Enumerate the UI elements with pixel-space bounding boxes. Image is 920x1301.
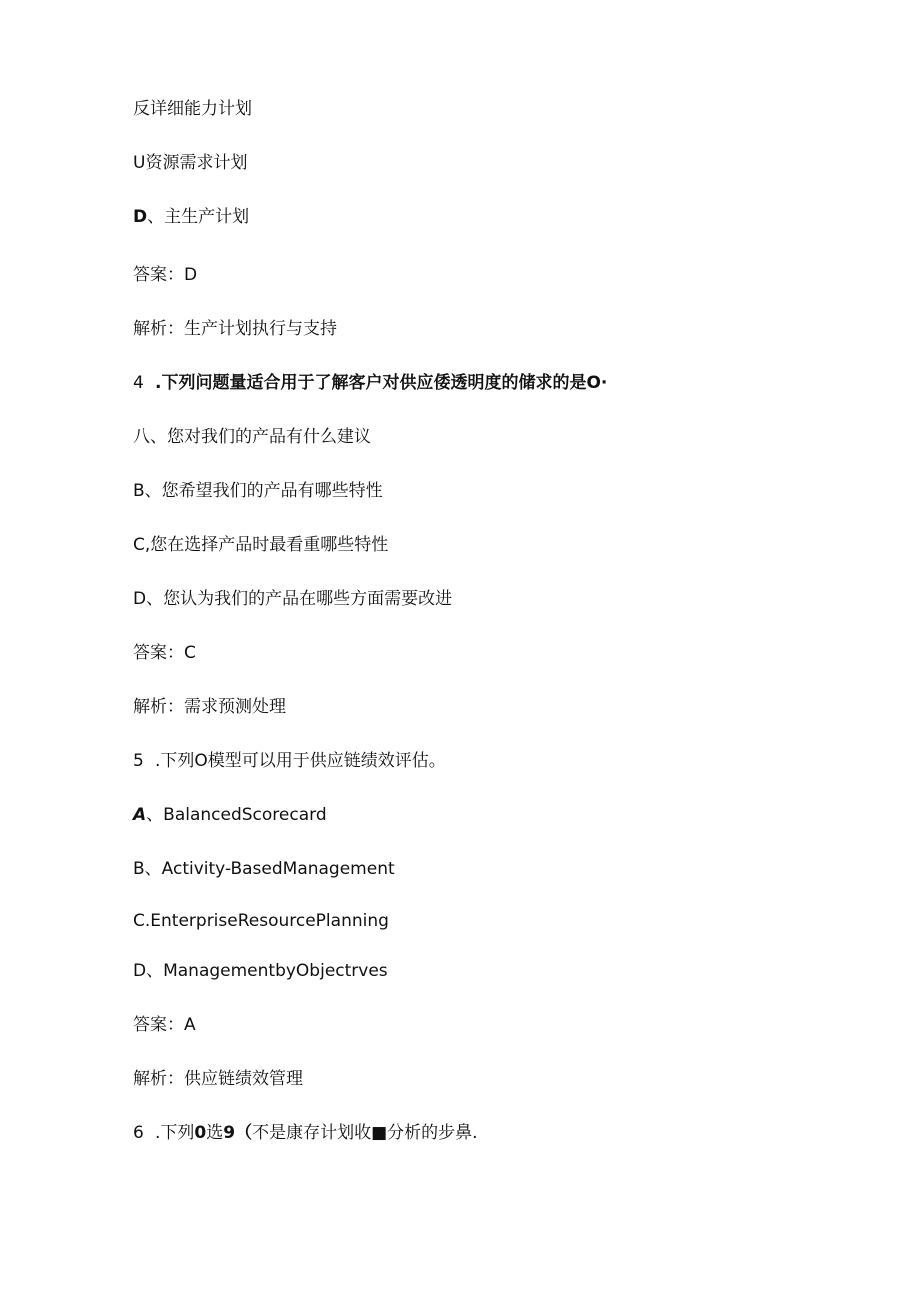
answer-text: 答案：A: [133, 1015, 196, 1035]
option-text-content: 、主生产计划: [147, 207, 250, 227]
option-text: [133, 960, 388, 982]
question-number: 4: [133, 373, 144, 393]
option-text: [133, 152, 247, 174]
question-text-part: 不是康存计划收■分析的步鼻.: [252, 1123, 478, 1143]
analysis-text: 解析：需求预测处理: [133, 697, 286, 717]
question-number: 6: [133, 1123, 144, 1143]
question-text: .下列O模型可以用于供应链绩效评估。: [155, 751, 446, 771]
option-text-content: C,您在选择产品时最看重哪些特性: [133, 535, 389, 555]
option-text-content: 、BalancedScorecard: [146, 805, 327, 825]
question-text-part: .下列: [155, 1123, 195, 1143]
option-text-content: 八、您对我们的产品有什么建议: [133, 427, 371, 447]
option-text: [133, 858, 395, 880]
option-text: [133, 534, 388, 556]
answer-text: 答案：D: [133, 265, 198, 285]
question-text-bold: 0: [194, 1123, 207, 1143]
option-text: [133, 588, 452, 610]
analysis-text: 解析：生产计划执行与支持: [133, 319, 337, 339]
question-number: 5: [133, 751, 144, 771]
option-letter: A: [133, 805, 147, 825]
option-text-content: C.EnterpriseResourcePlanning: [133, 911, 389, 931]
option-text: [133, 804, 327, 826]
question-end: O·: [586, 373, 608, 393]
analysis-text: 解析：供应链绩效管理: [133, 1069, 303, 1089]
option-text-content: U资源需求计划: [133, 153, 248, 173]
option-text: [133, 910, 389, 932]
option-text-content: B、Activity-BasedManagement: [133, 859, 395, 879]
answer-line: [133, 264, 197, 286]
option-text-content: D、您认为我们的产品在哪些方面需要改进: [133, 589, 453, 609]
question-line: [133, 750, 446, 772]
question-line: [133, 1122, 478, 1144]
question-text: .下列问题量适合用于了解客户对供应倭透明度的储求的是: [155, 373, 587, 393]
option-text: [133, 426, 371, 448]
option-text: [133, 480, 383, 502]
analysis-line: [133, 1068, 303, 1090]
answer-text: 答案：C: [133, 643, 196, 663]
analysis-line: [133, 696, 286, 718]
option-text: [133, 98, 252, 120]
question-text-bold: 9（: [223, 1123, 253, 1143]
analysis-line: [133, 318, 337, 340]
option-text: [133, 206, 249, 228]
option-text-content: D、ManagementbyObjectrves: [133, 961, 388, 981]
option-text-content: 反详细能力计划: [133, 99, 252, 119]
question-line: [133, 372, 607, 394]
answer-line: [133, 642, 196, 664]
option-letter: D: [133, 207, 148, 227]
question-text-part: 选: [206, 1123, 224, 1143]
option-text-content: B、您希望我们的产品有哪些特性: [133, 481, 383, 501]
answer-line: [133, 1014, 196, 1036]
